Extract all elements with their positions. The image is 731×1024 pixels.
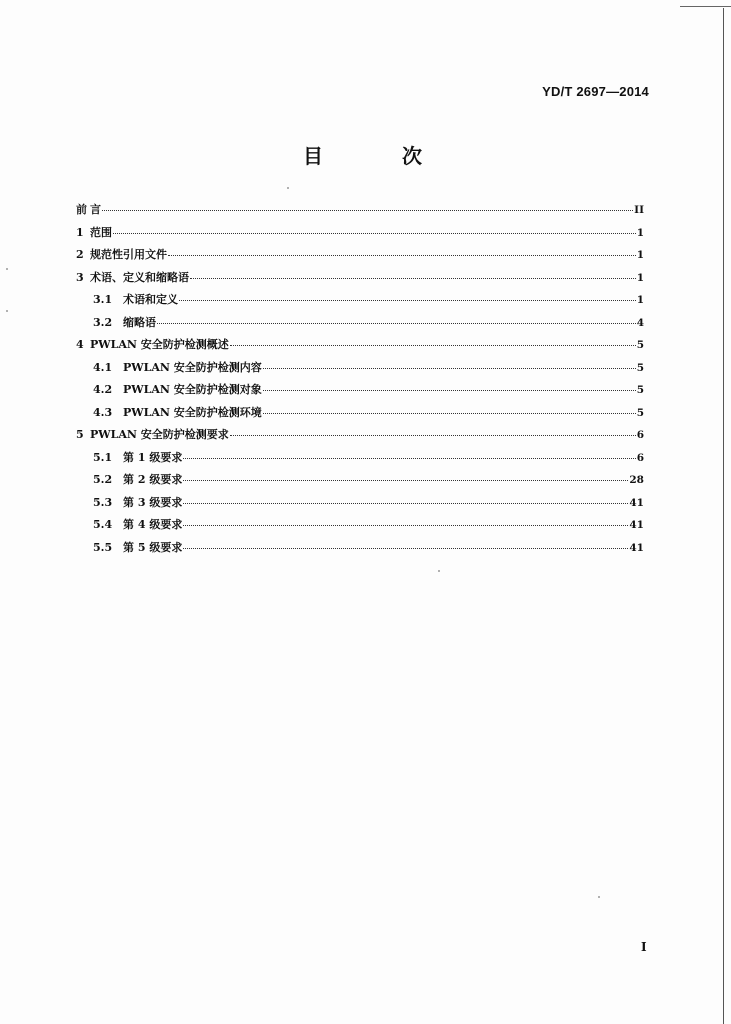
toc-leader-dots xyxy=(113,232,636,234)
standard-code: YD/T 2697—2014 xyxy=(542,84,649,99)
toc-entry[interactable] xyxy=(76,426,644,449)
toc-entry[interactable] xyxy=(76,539,644,562)
toc-entry[interactable] xyxy=(76,449,644,472)
page-number: I xyxy=(641,940,647,954)
toc-entry-label: 缩略语 xyxy=(123,315,156,329)
toc-entry-label: 规范性引用文件 xyxy=(90,248,167,261)
toc-leader-dots xyxy=(263,412,636,414)
toc-entry-number: 5.5 xyxy=(93,540,113,554)
toc-leader-dots xyxy=(230,434,636,436)
toc-entry-page: 1 xyxy=(636,271,644,284)
scan-speck xyxy=(598,896,600,898)
toc-entry-page: 41 xyxy=(629,541,644,554)
toc-entry-page: 6 xyxy=(636,429,644,441)
toc-entry[interactable] xyxy=(76,269,644,292)
toc-entry[interactable] xyxy=(76,336,644,359)
toc-entry[interactable] xyxy=(76,516,644,539)
toc-entry-number: 4.2 xyxy=(93,383,113,396)
toc-leader-dots xyxy=(230,344,636,346)
toc-entry[interactable] xyxy=(76,224,644,247)
toc-entry-page: 28 xyxy=(629,474,644,486)
toc-entry-label: 术语、定义和缩略语 xyxy=(90,270,189,284)
toc-entry-page: 5 xyxy=(636,406,644,419)
toc-entry-page: 6 xyxy=(636,451,644,464)
toc-leader-dots xyxy=(190,277,636,279)
toc-entry-page: 5 xyxy=(636,339,644,351)
toc-entry-page: 4 xyxy=(636,316,644,329)
toc-entry-page: 1 xyxy=(636,249,644,261)
toc-entry-page: 5 xyxy=(636,384,644,396)
toc-entry-label: 第 5 级要求 xyxy=(123,540,183,554)
toc-entry[interactable] xyxy=(76,201,644,224)
toc-entry-number: 5.4 xyxy=(93,518,113,531)
toc-entry-number: 4.3 xyxy=(93,405,113,419)
scan-edge-top xyxy=(680,6,731,7)
toc-entry-number: 3.2 xyxy=(93,315,113,329)
toc-entry-label: 第 3 级要求 xyxy=(123,495,183,509)
toc-entry-label: 第 2 级要求 xyxy=(123,473,183,486)
toc-entry-page: II xyxy=(634,204,644,216)
toc-entry-page: 5 xyxy=(636,361,644,374)
toc-entry-label: PWLAN 安全防护检测环境 xyxy=(123,405,262,419)
scan-speck xyxy=(438,570,440,572)
toc-leader-dots xyxy=(183,502,628,504)
toc-leader-dots xyxy=(102,209,633,211)
toc-leader-dots xyxy=(263,389,636,391)
toc-entry-number: 5 xyxy=(76,428,84,441)
toc-entry-number: 1 xyxy=(76,225,84,239)
toc-entry-page: 1 xyxy=(636,226,644,239)
toc-entry[interactable] xyxy=(76,246,644,269)
toc-leader-dots xyxy=(168,254,636,256)
toc-entry[interactable] xyxy=(76,471,644,494)
toc-entry[interactable] xyxy=(76,314,644,337)
toc-entry-number: 5.3 xyxy=(93,495,113,509)
scan-speck xyxy=(287,187,289,189)
toc-leader-dots xyxy=(183,547,628,549)
toc-entry-label: PWLAN 安全防护检测对象 xyxy=(123,383,262,396)
toc-title: 目 次 xyxy=(303,144,458,168)
toc-entry-label: 第 4 级要求 xyxy=(123,518,183,531)
toc-entry-label: 术语和定义 xyxy=(123,293,178,306)
toc-entry-label: 范围 xyxy=(90,225,112,239)
toc-entry-number: 4 xyxy=(76,338,84,351)
toc-entry-number: 3.1 xyxy=(93,293,113,306)
toc-leader-dots xyxy=(183,457,635,459)
toc-entry-number: 3 xyxy=(76,270,84,284)
toc-leader-dots xyxy=(157,322,636,324)
scan-speck xyxy=(6,268,8,270)
table-of-contents xyxy=(76,201,644,561)
toc-entry-number: 5.2 xyxy=(93,473,113,486)
toc-leader-dots xyxy=(179,299,636,301)
scan-speck xyxy=(6,310,8,312)
toc-entry-label: PWLAN 安全防护检测概述 xyxy=(90,338,229,351)
toc-entry-number: 4.1 xyxy=(93,360,113,374)
toc-entry-label: 言 xyxy=(90,203,101,216)
toc-entry-page: 1 xyxy=(636,294,644,306)
toc-entry[interactable] xyxy=(76,404,644,427)
toc-entry-label: PWLAN 安全防护检测要求 xyxy=(90,428,229,441)
toc-entry-page: 41 xyxy=(629,496,644,509)
toc-entry[interactable] xyxy=(76,381,644,404)
toc-entry-number: 5.1 xyxy=(93,450,113,464)
toc-entry-number: 2 xyxy=(76,248,84,261)
toc-entry-label: PWLAN 安全防护检测内容 xyxy=(123,360,262,374)
toc-leader-dots xyxy=(183,479,628,481)
toc-entry-label: 第 1 级要求 xyxy=(123,450,183,464)
toc-entry[interactable] xyxy=(76,291,644,314)
toc-entry[interactable] xyxy=(76,359,644,382)
toc-entry-number: 前 xyxy=(76,203,87,216)
toc-leader-dots xyxy=(183,524,628,526)
toc-entry-page: 41 xyxy=(629,519,644,531)
toc-leader-dots xyxy=(263,367,636,369)
toc-entry[interactable] xyxy=(76,494,644,517)
